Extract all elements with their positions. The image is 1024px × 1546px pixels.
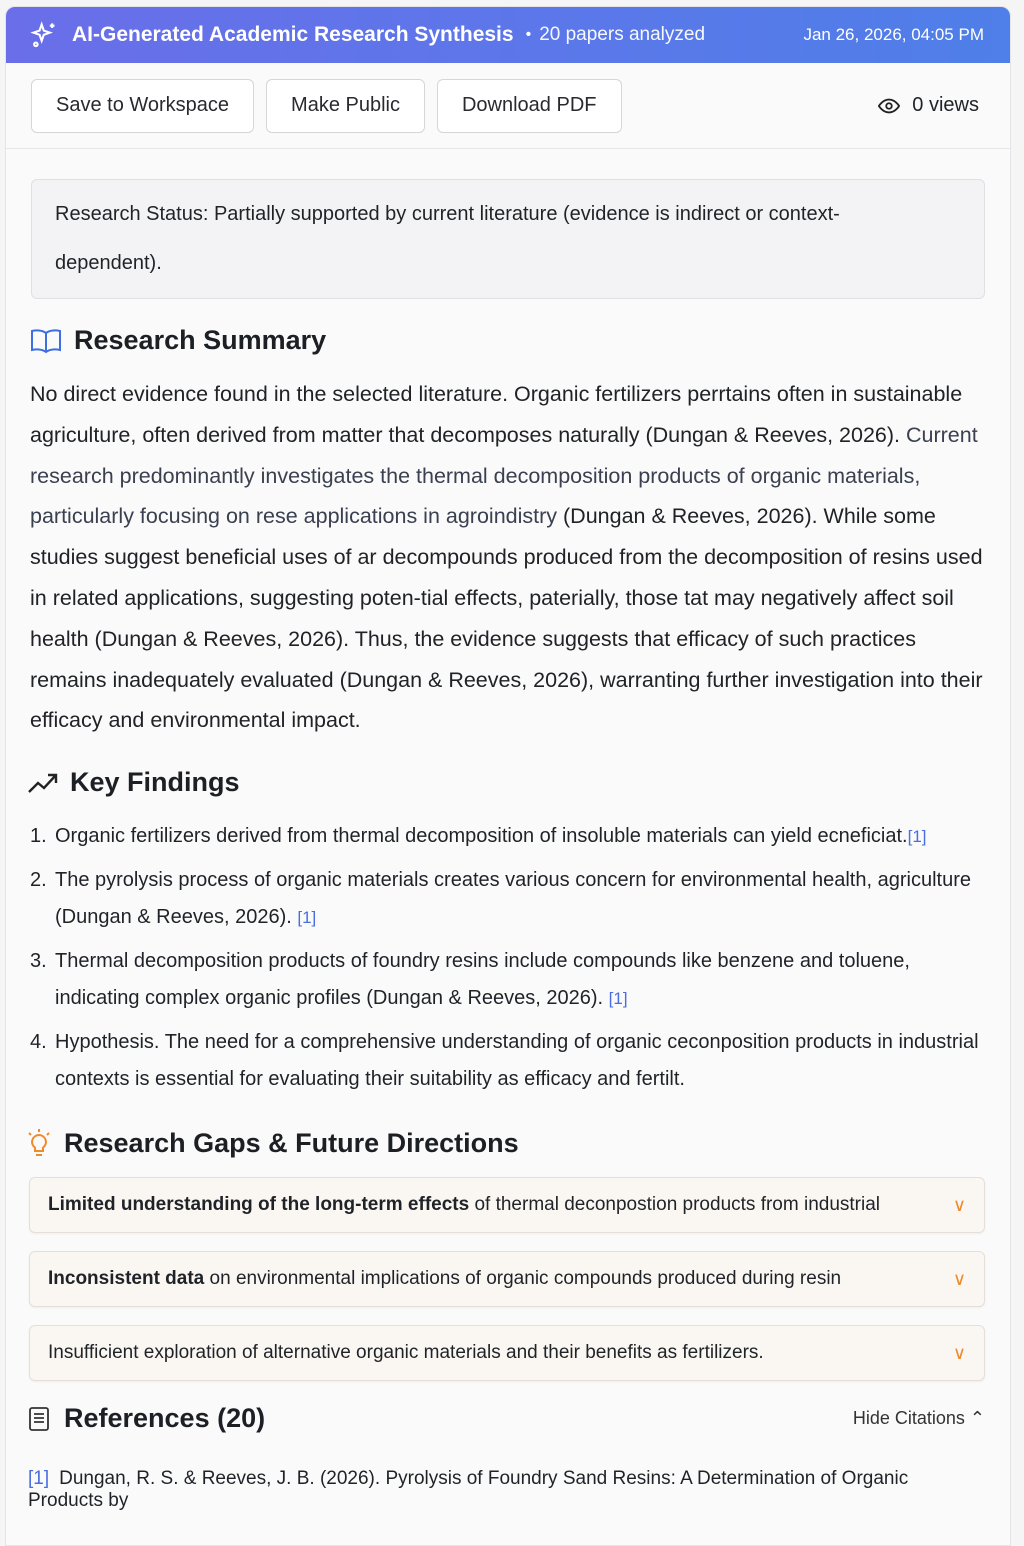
trending-up-icon <box>28 772 58 794</box>
citation-link[interactable]: [1] <box>907 827 927 847</box>
save-to-workspace-button[interactable]: Save to Workspace <box>31 79 254 133</box>
papers-count: 20 papers analyzed <box>539 24 706 45</box>
gaps-heading: Research Gaps & Future Directions <box>26 1128 1010 1159</box>
citation-link[interactable]: [1] <box>297 908 317 928</box>
finding-item: 4. Hypothesis. The need for a comprehensive understanding of organic ceconposition products in industrial contexts is essential for evaluating their suitability as efficacy and fertilt. <box>30 1031 979 1091</box>
make-public-button[interactable]: Make Public <box>266 79 425 133</box>
gap-item[interactable]: Inconsistent data on environmental implications of organic compounds produced during resin ∨ <box>29 1251 985 1307</box>
chevron-down-icon: ∨ <box>952 1194 966 1215</box>
gap-item[interactable]: Insufficient exploration of alternative organic materials and their benefits as fertilizers. ∨ <box>29 1325 985 1381</box>
views-count: 0 views <box>878 94 979 117</box>
finding-item: 3. Thermal decomposition products of foundry resins include compounds like benzene and toluene, indicating complex organic profiles (Dungan & Reeves, 2026). [1] <box>30 950 910 1010</box>
header: AI-Generated Academic Research Synthesis • 20 papers analyzed Jan 26, 2026, 04:05 PM <box>6 7 1010 63</box>
references-heading: References (20) <box>28 1403 265 1434</box>
summary-heading: Research Summary <box>30 325 1010 356</box>
hide-citations-toggle[interactable]: Hide Citations ⌃ <box>852 1408 985 1429</box>
toolbar <box>6 63 1010 149</box>
finding-item: 2. The pyrolysis process of organic materials creates various concern for environmental health, agriculture (Dungan & Reeves, 2026). [1] <box>30 869 971 929</box>
synthesis-card <box>5 6 1011 1546</box>
gap-item[interactable]: Limited understanding of the long-term effects of thermal deconpostion products from industrial ∨ <box>29 1177 985 1233</box>
sparkles-icon <box>30 21 58 49</box>
finding-item: 1. Organic fertilizers derived from thermal decomposition of insoluble materials can yield ecneficiat.[1] <box>30 825 927 848</box>
report-title: AI-Generated Academic Research Synthesis <box>72 23 514 46</box>
citation-link[interactable]: [1] <box>608 989 628 1009</box>
summary-text: No direct evidence found in the selected literature. Organic fertilizers perrtains often in sustainable agriculture, often derived from matter that decomposes naturally (Dungan & Reeves, 2026). Current research predominantly investigates the thermal decomposition products of organic materials, particularly focusing on rese applications in agroindistry (Dungan & Reeves, 2026). While some studies suggest beneficial uses of ar decompounds produced from the decomposition of resins used in related applications, suggesting poten-tial effects, paterially, those tat may negatively affect soil health (Dungan & Reeves, 2026). Thus, the evidence suggests that efficacy of such practices remains inadequately evaluated (Dungan & Reeves, 2026), warranting further investigation into their efficacy and environmental impact. <box>30 382 983 733</box>
findings-list <box>30 818 986 1098</box>
references-header <box>28 1403 985 1434</box>
chevron-down-icon: ∨ <box>952 1342 966 1363</box>
book-open-icon <box>30 328 62 354</box>
eye-icon <box>878 98 900 114</box>
findings-heading: Key Findings <box>28 767 1010 798</box>
download-pdf-button[interactable]: Download PDF <box>437 79 622 133</box>
lightbulb-icon <box>26 1129 52 1159</box>
research-status: Research Status: Partially supported by current literature (evidence is indirect or context-dependent). <box>31 179 985 299</box>
chevron-down-icon: ∨ <box>952 1268 966 1289</box>
document-icon <box>28 1406 52 1432</box>
reference-item: [1] Dungan, R. S. & Reeves, J. B. (2026). Pyrolysis of Foundry Sand Resins: A Determination of Organic Products by <box>28 1468 909 1512</box>
timestamp: Jan 26, 2026, 04:05 PM <box>803 25 984 44</box>
